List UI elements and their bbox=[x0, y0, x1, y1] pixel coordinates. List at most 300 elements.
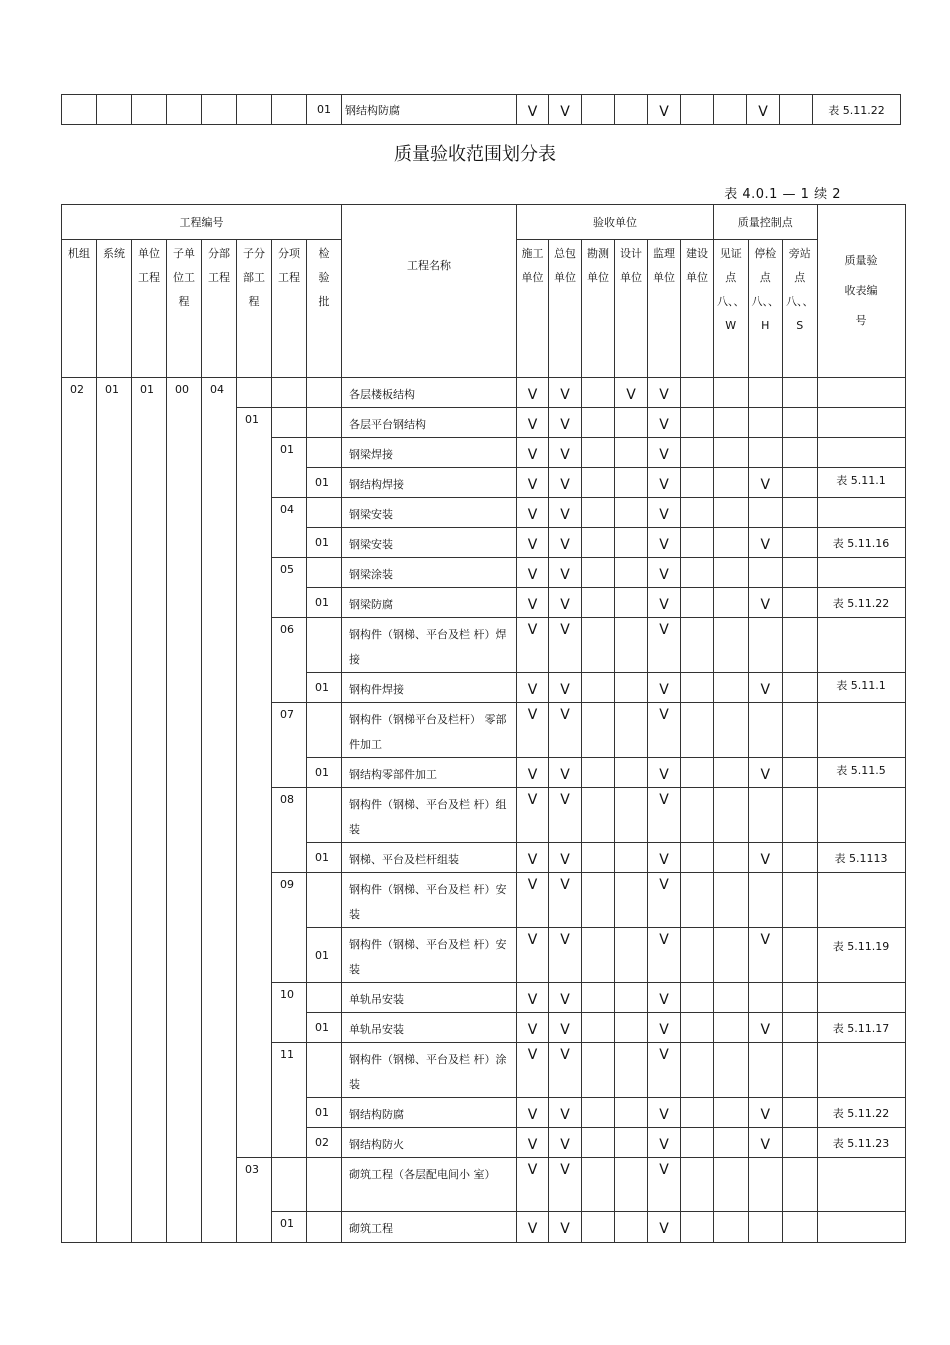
project-name: 钢梁焊接 bbox=[342, 438, 517, 468]
mark bbox=[748, 1158, 783, 1212]
mark bbox=[615, 498, 648, 528]
item-code: 06 bbox=[272, 618, 307, 703]
mark: V bbox=[517, 1098, 549, 1128]
mark: V bbox=[748, 843, 783, 873]
mark: V bbox=[615, 378, 648, 408]
mark bbox=[582, 378, 615, 408]
mark: V bbox=[549, 983, 582, 1013]
unit-group-code: 02 bbox=[62, 378, 97, 1243]
mark bbox=[783, 1013, 818, 1043]
item-code: 01 bbox=[272, 438, 307, 498]
lot-code: 01 bbox=[307, 95, 342, 125]
mark: V bbox=[517, 438, 549, 468]
mark bbox=[783, 378, 818, 408]
project-name: 钢结构防腐 bbox=[342, 95, 517, 125]
project-name: 单轨吊安装 bbox=[342, 1013, 517, 1043]
ref-table-number bbox=[817, 498, 905, 528]
project-name: 钢结构零部件加工 bbox=[342, 758, 517, 788]
mark bbox=[681, 928, 714, 983]
mark bbox=[681, 1098, 714, 1128]
mark: V bbox=[648, 1098, 681, 1128]
mark: V bbox=[517, 983, 549, 1013]
col-system: 系统 bbox=[97, 240, 132, 378]
mark bbox=[748, 788, 783, 843]
ref-table-number: 表 5.11.1 bbox=[817, 468, 905, 498]
mark bbox=[582, 1212, 615, 1243]
mark bbox=[681, 873, 714, 928]
mark bbox=[615, 1128, 648, 1158]
mark bbox=[714, 673, 749, 703]
mark bbox=[582, 438, 615, 468]
mark bbox=[783, 1158, 818, 1212]
sub-division-code: 01 bbox=[237, 408, 272, 1158]
mark bbox=[615, 1158, 648, 1212]
project-name: 钢构件（钢梯平台及栏杆） 零部件加工 bbox=[342, 703, 517, 758]
col-sub-unit-project: 子单位工程 bbox=[167, 240, 202, 378]
quality-control-header: 质量控制点 bbox=[714, 205, 818, 240]
mark: V bbox=[648, 498, 681, 528]
mark bbox=[615, 1013, 648, 1043]
col-unit-project: 单位工程 bbox=[132, 240, 167, 378]
page-title: 质量验收范围划分表 bbox=[394, 144, 556, 165]
mark: V bbox=[549, 1212, 582, 1243]
project-name: 钢梁安装 bbox=[342, 498, 517, 528]
ref-table-number bbox=[817, 558, 905, 588]
ref-table-number bbox=[817, 1158, 905, 1212]
mark: V bbox=[648, 673, 681, 703]
mark bbox=[615, 873, 648, 928]
mark bbox=[714, 843, 749, 873]
mark bbox=[582, 788, 615, 843]
mark: V bbox=[748, 588, 783, 618]
project-name: 钢构件（钢梯、平台及栏 杆）涂装 bbox=[342, 1043, 517, 1098]
mark bbox=[681, 588, 714, 618]
mark bbox=[714, 1098, 749, 1128]
project-name: 单轨吊安装 bbox=[342, 983, 517, 1013]
table-row bbox=[62, 378, 906, 408]
mark bbox=[681, 528, 714, 558]
mark: V bbox=[648, 95, 681, 125]
ref-table-number: 表 5.11.5 bbox=[817, 758, 905, 788]
mark: V bbox=[549, 528, 582, 558]
mark bbox=[748, 873, 783, 928]
mark bbox=[714, 528, 749, 558]
mark: V bbox=[648, 788, 681, 843]
mark: V bbox=[517, 1212, 549, 1243]
mark: V bbox=[748, 528, 783, 558]
mark: V bbox=[648, 758, 681, 788]
mark bbox=[780, 95, 813, 125]
lot-code: 01 bbox=[307, 468, 342, 498]
col-general-contractor: 总包单位 bbox=[549, 240, 582, 378]
mark: V bbox=[648, 928, 681, 983]
ref-table-number bbox=[817, 983, 905, 1013]
mark: V bbox=[549, 843, 582, 873]
mark bbox=[582, 528, 615, 558]
mark bbox=[748, 1212, 783, 1243]
mark bbox=[714, 1212, 749, 1243]
mark bbox=[582, 1128, 615, 1158]
mark: V bbox=[549, 498, 582, 528]
mark bbox=[783, 788, 818, 843]
project-name: 钢构件（钢梯、平台及栏 杆）安装 bbox=[342, 928, 517, 983]
mark bbox=[783, 843, 818, 873]
mark bbox=[748, 438, 783, 468]
mark bbox=[582, 758, 615, 788]
mark: V bbox=[549, 873, 582, 928]
mark bbox=[681, 408, 714, 438]
mark: V bbox=[648, 1158, 681, 1212]
mark: V bbox=[549, 788, 582, 843]
ref-table-number: 表 5.11.22 bbox=[817, 588, 905, 618]
mark bbox=[582, 588, 615, 618]
table-number: 表 4.0.1 — 1 续 2 bbox=[724, 187, 841, 202]
mark: V bbox=[517, 1158, 549, 1212]
mark: V bbox=[549, 703, 582, 758]
col-side-station: 旁站点八、、S bbox=[783, 240, 818, 378]
project-name: 钢结构防腐 bbox=[342, 1098, 517, 1128]
mark bbox=[748, 378, 783, 408]
mark bbox=[681, 983, 714, 1013]
ref-table-number bbox=[817, 378, 905, 408]
mark bbox=[714, 1158, 749, 1212]
mark: V bbox=[549, 1043, 582, 1098]
mark bbox=[681, 673, 714, 703]
mark: V bbox=[517, 558, 549, 588]
col-hold-point: 停检点八、、H bbox=[748, 240, 783, 378]
mark bbox=[783, 983, 818, 1013]
mark: V bbox=[748, 1128, 783, 1158]
mark bbox=[681, 703, 714, 758]
ref-table-number: 表 5.11.19 bbox=[817, 928, 905, 983]
mark: V bbox=[517, 673, 549, 703]
unit-project-code: 01 bbox=[132, 378, 167, 1243]
mark bbox=[615, 703, 648, 758]
lot-code: 01 bbox=[307, 673, 342, 703]
mark: V bbox=[648, 1212, 681, 1243]
project-name: 各层楼板结构 bbox=[342, 378, 517, 408]
mark: V bbox=[747, 95, 780, 125]
mark bbox=[783, 928, 818, 983]
mark: V bbox=[517, 378, 549, 408]
mark bbox=[582, 1043, 615, 1098]
mark: V bbox=[648, 408, 681, 438]
sub-division-code: 03 bbox=[237, 1158, 272, 1243]
ref-table-number bbox=[817, 618, 905, 673]
mark bbox=[783, 438, 818, 468]
mark bbox=[615, 673, 648, 703]
mark bbox=[615, 528, 648, 558]
mark bbox=[714, 788, 749, 843]
mark bbox=[681, 788, 714, 843]
mark: V bbox=[517, 528, 549, 558]
mark bbox=[582, 468, 615, 498]
mark bbox=[748, 498, 783, 528]
project-name: 钢梁安装 bbox=[342, 528, 517, 558]
mark bbox=[783, 528, 818, 558]
mark: V bbox=[748, 1098, 783, 1128]
mark bbox=[748, 618, 783, 673]
mark: V bbox=[748, 468, 783, 498]
project-name: 钢梁涂装 bbox=[342, 558, 517, 588]
ref-table-number: 表 5.1113 bbox=[817, 843, 905, 873]
mark: V bbox=[648, 558, 681, 588]
ref-table-number bbox=[817, 438, 905, 468]
mark: V bbox=[748, 928, 783, 983]
mark bbox=[748, 558, 783, 588]
mark: V bbox=[748, 673, 783, 703]
ref-table-number: 表 5.11.22 bbox=[813, 95, 901, 125]
project-name: 钢构件（钢梯、平台及栏 杆）焊接 bbox=[342, 618, 517, 673]
item-code: 07 bbox=[272, 703, 307, 788]
item-code: 05 bbox=[272, 558, 307, 618]
mark bbox=[681, 468, 714, 498]
mark: V bbox=[549, 618, 582, 673]
mark bbox=[783, 703, 818, 758]
mark: V bbox=[517, 873, 549, 928]
item-code: 01 bbox=[272, 1212, 307, 1243]
mark bbox=[615, 588, 648, 618]
mark bbox=[582, 1098, 615, 1128]
mark: V bbox=[517, 758, 549, 788]
project-name: 钢构件（钢梯、平台及栏 杆）组装 bbox=[342, 788, 517, 843]
mark: V bbox=[517, 468, 549, 498]
mark bbox=[681, 558, 714, 588]
mark bbox=[582, 498, 615, 528]
mark: V bbox=[549, 928, 582, 983]
lot-code: 01 bbox=[307, 528, 342, 558]
mark bbox=[615, 1043, 648, 1098]
sub-unit-project-code: 00 bbox=[167, 378, 202, 1243]
mark bbox=[681, 1128, 714, 1158]
mark bbox=[615, 928, 648, 983]
mark: V bbox=[648, 1013, 681, 1043]
continuation-row bbox=[62, 95, 901, 125]
mark: V bbox=[549, 468, 582, 498]
project-name: 钢构件焊接 bbox=[342, 673, 517, 703]
mark bbox=[615, 438, 648, 468]
mark: V bbox=[517, 95, 549, 125]
system-code: 01 bbox=[97, 378, 132, 1243]
col-supervision: 监理单位 bbox=[648, 240, 681, 378]
lot-code: 01 bbox=[307, 1013, 342, 1043]
project-name-header: 工程名称 bbox=[342, 205, 517, 378]
mark: V bbox=[549, 438, 582, 468]
ref-table-number: 表 5.11.16 bbox=[817, 528, 905, 558]
project-name: 钢梁防腐 bbox=[342, 588, 517, 618]
mark bbox=[714, 438, 749, 468]
mark: V bbox=[648, 378, 681, 408]
mark bbox=[681, 1158, 714, 1212]
mark: V bbox=[517, 588, 549, 618]
mark bbox=[783, 468, 818, 498]
item-code: 08 bbox=[272, 788, 307, 873]
ref-table-number bbox=[817, 408, 905, 438]
mark bbox=[681, 498, 714, 528]
item-code: 04 bbox=[272, 498, 307, 558]
mark: V bbox=[517, 1128, 549, 1158]
mark bbox=[714, 758, 749, 788]
mark bbox=[714, 468, 749, 498]
ref-table-number bbox=[817, 1043, 905, 1098]
mark bbox=[714, 95, 747, 125]
mark: V bbox=[549, 588, 582, 618]
mark: V bbox=[549, 95, 582, 125]
mark bbox=[615, 843, 648, 873]
project-name: 钢结构焊接 bbox=[342, 468, 517, 498]
mark: V bbox=[648, 618, 681, 673]
item-code: 11 bbox=[272, 1043, 307, 1158]
mark bbox=[714, 558, 749, 588]
mark bbox=[714, 1128, 749, 1158]
mark: V bbox=[517, 703, 549, 758]
mark bbox=[714, 588, 749, 618]
mark bbox=[681, 758, 714, 788]
mark bbox=[714, 498, 749, 528]
mark bbox=[582, 843, 615, 873]
ref-table-header: 质量验收表编号 bbox=[817, 205, 905, 378]
mark bbox=[681, 95, 714, 125]
col-sub-division: 子分部工程 bbox=[237, 240, 272, 378]
mark bbox=[615, 1098, 648, 1128]
mark: V bbox=[648, 588, 681, 618]
mark bbox=[783, 758, 818, 788]
mark bbox=[615, 408, 648, 438]
mark: V bbox=[549, 1158, 582, 1212]
mark: V bbox=[517, 498, 549, 528]
mark bbox=[714, 378, 749, 408]
mark: V bbox=[517, 928, 549, 983]
mark bbox=[582, 1158, 615, 1212]
mark bbox=[714, 408, 749, 438]
mark bbox=[783, 1128, 818, 1158]
mark: V bbox=[748, 1013, 783, 1043]
mark bbox=[582, 928, 615, 983]
mark bbox=[582, 1013, 615, 1043]
item-code: 09 bbox=[272, 873, 307, 983]
mark: V bbox=[648, 1128, 681, 1158]
project-name: 钢梯、平台及栏杆组装 bbox=[342, 843, 517, 873]
col-design: 设计单位 bbox=[615, 240, 648, 378]
ref-table-number: 表 5.11.1 bbox=[817, 673, 905, 703]
lot-code: 01 bbox=[307, 758, 342, 788]
col-inspection-lot: 检验批 bbox=[307, 240, 342, 378]
mark bbox=[582, 703, 615, 758]
mark bbox=[615, 558, 648, 588]
mark: V bbox=[748, 758, 783, 788]
mark bbox=[681, 1013, 714, 1043]
project-code-header: 工程编号 bbox=[62, 205, 342, 240]
col-owner: 建设单位 bbox=[681, 240, 714, 378]
lot-code: 01 bbox=[307, 1098, 342, 1128]
project-name: 钢构件（钢梯、平台及栏 杆）安装 bbox=[342, 873, 517, 928]
mark: V bbox=[517, 618, 549, 673]
quality-acceptance-table bbox=[61, 204, 906, 1243]
mark bbox=[783, 558, 818, 588]
continuation-row-table bbox=[61, 94, 901, 125]
mark bbox=[748, 703, 783, 758]
division-code: 04 bbox=[202, 378, 237, 1243]
col-witness-point: 见证点八、、W bbox=[714, 240, 749, 378]
mark: V bbox=[517, 408, 549, 438]
ref-table-number bbox=[817, 1212, 905, 1243]
mark bbox=[748, 983, 783, 1013]
mark: V bbox=[648, 843, 681, 873]
mark bbox=[615, 95, 648, 125]
mark bbox=[615, 1212, 648, 1243]
mark bbox=[714, 928, 749, 983]
mark bbox=[582, 618, 615, 673]
mark: V bbox=[517, 843, 549, 873]
lot-code: 01 bbox=[307, 928, 342, 983]
mark: V bbox=[517, 1043, 549, 1098]
mark bbox=[582, 873, 615, 928]
mark: V bbox=[517, 1013, 549, 1043]
mark: V bbox=[648, 703, 681, 758]
mark: V bbox=[549, 1013, 582, 1043]
col-survey: 勘测单位 bbox=[582, 240, 615, 378]
mark: V bbox=[549, 408, 582, 438]
mark bbox=[615, 983, 648, 1013]
mark bbox=[582, 408, 615, 438]
mark bbox=[582, 558, 615, 588]
mark: V bbox=[549, 673, 582, 703]
mark bbox=[783, 1212, 818, 1243]
mark bbox=[783, 673, 818, 703]
mark bbox=[714, 873, 749, 928]
ref-table-number bbox=[817, 873, 905, 928]
acceptance-unit-header: 验收单位 bbox=[517, 205, 714, 240]
project-name: 砌筑工程 bbox=[342, 1212, 517, 1243]
lot-code: 01 bbox=[307, 843, 342, 873]
mark: V bbox=[648, 438, 681, 468]
mark: V bbox=[549, 378, 582, 408]
mark bbox=[714, 703, 749, 758]
ref-table-number bbox=[817, 703, 905, 758]
ref-table-number: 表 5.11.17 bbox=[817, 1013, 905, 1043]
mark bbox=[783, 588, 818, 618]
mark bbox=[681, 378, 714, 408]
mark bbox=[783, 618, 818, 673]
ref-table-number: 表 5.11.23 bbox=[817, 1128, 905, 1158]
mark bbox=[783, 873, 818, 928]
mark: V bbox=[648, 873, 681, 928]
mark bbox=[783, 1043, 818, 1098]
mark bbox=[681, 438, 714, 468]
mark bbox=[582, 983, 615, 1013]
mark bbox=[615, 618, 648, 673]
item-code: 10 bbox=[272, 983, 307, 1043]
mark bbox=[714, 983, 749, 1013]
mark bbox=[681, 618, 714, 673]
mark bbox=[582, 95, 615, 125]
mark bbox=[714, 618, 749, 673]
mark bbox=[748, 1043, 783, 1098]
mark: V bbox=[648, 468, 681, 498]
mark: V bbox=[517, 788, 549, 843]
mark bbox=[714, 1043, 749, 1098]
mark bbox=[783, 408, 818, 438]
ref-table-number: 表 5.11.22 bbox=[817, 1098, 905, 1128]
project-name: 各层平台钢结构 bbox=[342, 408, 517, 438]
mark: V bbox=[549, 1098, 582, 1128]
mark: V bbox=[549, 558, 582, 588]
mark: V bbox=[648, 528, 681, 558]
mark bbox=[681, 1043, 714, 1098]
mark: V bbox=[648, 983, 681, 1013]
mark bbox=[615, 468, 648, 498]
project-name: 钢结构防火 bbox=[342, 1128, 517, 1158]
